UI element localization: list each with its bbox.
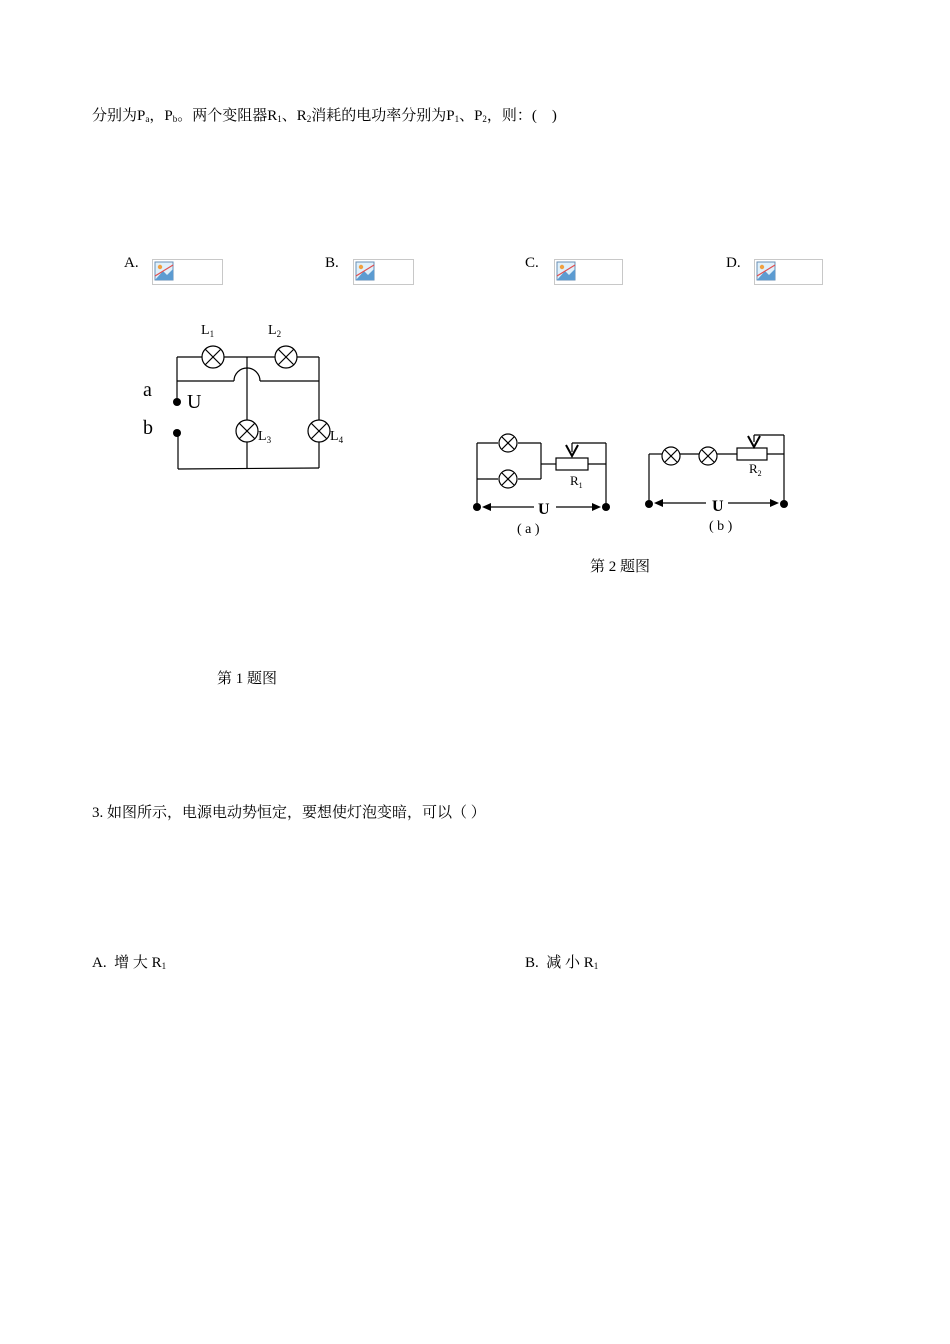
q3-option-b-text: 减 小 R <box>546 955 594 971</box>
stem-text: ，则：( ) <box>486 108 557 124</box>
broken-image-icon <box>354 260 376 282</box>
label-L2: $L_2$ <box>268 323 282 339</box>
q3-option-a-label: A. <box>92 955 107 971</box>
stem-text: 。两个变阻器R <box>177 108 278 124</box>
stem-sub: a <box>145 114 150 124</box>
figure-2-caption: 第 2 题图 <box>590 559 651 575</box>
q3-option-b-sub: 1 <box>593 961 599 971</box>
option-d-label: D. <box>726 255 741 271</box>
figure-1-caption: 第 1 题图 <box>217 671 278 687</box>
option-c-image <box>554 259 623 285</box>
stem-text: ，P <box>149 108 173 124</box>
stem-text: 、P <box>459 108 483 124</box>
label-R1: $R_1$ <box>570 473 583 490</box>
terminal-b-label: b <box>143 417 153 439</box>
option-d-image <box>754 259 823 285</box>
label-L3: $L_3$ <box>258 429 272 445</box>
figure-2-circuits <box>460 425 800 545</box>
stem-sub: 2 <box>482 114 487 124</box>
circuit-a-label: ( a ) <box>517 522 540 537</box>
stem-sub: b <box>172 114 178 124</box>
q3-option-a-sub: 1 <box>161 961 167 971</box>
stem-text: 、R <box>281 108 307 124</box>
broken-image-icon <box>555 260 577 282</box>
label-L4: $L_4$ <box>330 429 344 445</box>
voltage-U-label: U <box>187 391 202 413</box>
terminal-a-label: a <box>143 379 152 401</box>
figure-1-circuit <box>130 310 370 480</box>
label-L1: $L_1$ <box>201 323 215 339</box>
stem-sub: 2 <box>306 114 312 124</box>
broken-image-icon <box>153 260 175 282</box>
option-b-image <box>353 259 414 285</box>
label-R2: $R_2$ <box>749 461 762 478</box>
option-a-label: A. <box>124 255 139 271</box>
q3-stem: 3. 如图所示，电源电动势恒定，要想使灯泡变暗，可以（ ） <box>92 805 486 821</box>
stem-text: 分别为P <box>92 108 146 124</box>
voltage-Ua-label: U <box>538 501 550 518</box>
q3-option-a-text: 增 大 R <box>114 955 162 971</box>
lamp-icon <box>202 346 330 442</box>
q3-option-b <box>525 951 598 972</box>
stem-text: 消耗的电功率分别为P <box>311 108 455 124</box>
q3-option-a <box>92 951 166 972</box>
option-a-image <box>152 259 223 285</box>
stem-sub: 1 <box>277 114 282 124</box>
circuit-b-label: ( b ) <box>709 519 733 534</box>
q2-stem <box>92 104 557 125</box>
option-b-label: B. <box>325 255 339 271</box>
voltage-Ub-label: U <box>712 498 724 515</box>
stem-sub: 1 <box>454 114 460 124</box>
broken-image-icon <box>755 260 777 282</box>
lamp-icon <box>499 434 717 488</box>
q3-option-b-label: B. <box>525 955 539 971</box>
option-c-label: C. <box>525 255 539 271</box>
